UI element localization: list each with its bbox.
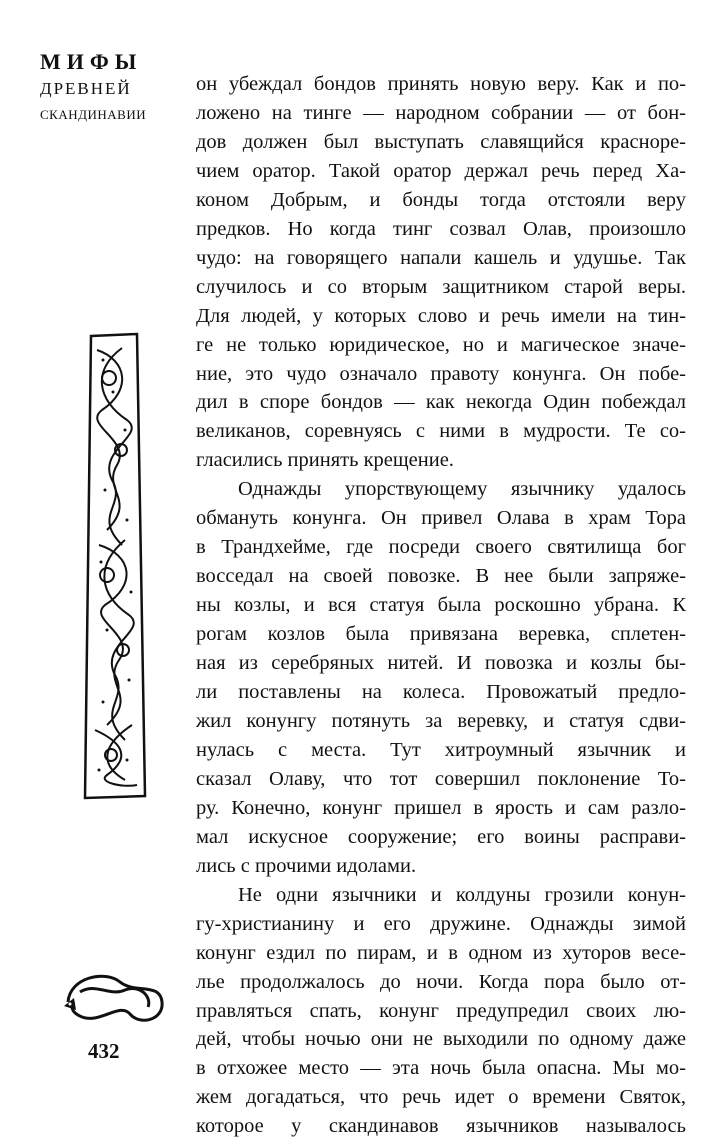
text-line: Для людей, у которых слово и речь имели на тин-	[196, 304, 686, 327]
text-line: чием оратор. Такой оратор держал речь перед Ха-	[196, 159, 686, 182]
text-line: сказал Олаву, что тот совершил поклонение То-	[196, 767, 686, 790]
text-line: жил конунгу потянуть за веревку, и статуя сдви-	[196, 709, 686, 732]
running-head-line-1: МИФЫ	[40, 49, 143, 74]
text-line: в отхожее место — эта ночь была опасна. Мы мо-	[196, 1057, 686, 1080]
text-line: ная из серебряных нитей. И повозка и козлы бы-	[196, 652, 686, 675]
text-line: лье продолжалось до ночи. Когда пора было от-	[196, 970, 686, 993]
text-line: которое у скандинавов язычников называлось	[196, 1115, 686, 1138]
text-line: дей, чтобы ночью они не выходили по одному даже	[196, 1028, 686, 1051]
paragraph-1	[196, 70, 686, 475]
text-line: жем догадаться, что речь идет о времени Святок,	[196, 1086, 686, 1109]
text-line: дов должен был выступать славящийся красноре-	[196, 130, 686, 153]
serpent-ornament-icon	[60, 962, 170, 1032]
paragraph-3	[196, 881, 686, 1141]
text-line: рогам козлов была привязана веревка, сплетен-	[196, 623, 686, 646]
page-number: 432	[88, 1039, 120, 1063]
text-line: восседал на своей повозке. В нее были запряже-	[196, 565, 686, 588]
text-line: ние, это чудо означало правоту конунга. Он побе-	[196, 362, 686, 385]
text-line: лись с прочими идолами.	[196, 854, 417, 877]
text-line: обмануть конунга. Он привел Олава в храм Тора	[196, 507, 686, 530]
text-line: гу-христианину и его дружине. Однажды зимой	[196, 912, 686, 935]
running-head-line-2: ДРЕВНЕЙ	[40, 79, 132, 98]
text-line: коном Добрым, и бонды тогда отстояли веру	[196, 188, 686, 211]
text-line: Не одни язычники и колдуны грозили конун-	[238, 883, 686, 906]
text-line: нулась с места. Тут хитроумный язычник и	[196, 738, 686, 761]
text-line: Однажды упорствующему язычнику удалось	[238, 478, 686, 501]
text-line: случилось и со вторым защитником старой веры.	[196, 275, 686, 298]
runestone-carving-icon	[77, 330, 157, 800]
text-line: предков. Но когда тинг созвал Олав, произошло	[196, 217, 686, 240]
paragraph-2	[196, 475, 686, 880]
running-head-line-3: СКАНДИНАВИИ	[40, 107, 147, 122]
running-head	[40, 50, 180, 124]
text-line: дил в споре бондов — как некогда Один побеждал	[196, 391, 686, 414]
text-line: ли поставлены на колеса. Провожатый предло-	[196, 681, 686, 704]
text-line: мал искусное сооружение; его воины расправи-	[196, 825, 686, 848]
text-line: ру. Конечно, конунг пришел в ярость и сам разло-	[196, 796, 686, 819]
text-line: ге не только юридическое, но и магическое значе-	[196, 333, 686, 356]
text-line: правляться спать, конунг предупредил своих лю-	[196, 999, 686, 1022]
text-line: чудо: на говорящего напали кашель и удушье. Так	[196, 246, 686, 269]
text-line: он убеждал бондов принять новую веру. Как и по-	[196, 73, 686, 95]
text-line: ложено на тинге — народном собрании — от бон-	[196, 101, 686, 124]
text-line: великанов, соревнуясь с ними в мудрости. Те со-	[196, 420, 686, 443]
text-line: гласились принять крещение.	[196, 449, 454, 472]
text-line: конунг ездил по пирам, и в одном из хуторов весе-	[196, 941, 686, 964]
text-line: ны козлы, и вся статуя была роскошно убрана. К	[196, 594, 686, 617]
text-line: в Трандхейме, где посреди своего святилища бог	[196, 536, 686, 559]
body-text	[196, 70, 686, 1141]
